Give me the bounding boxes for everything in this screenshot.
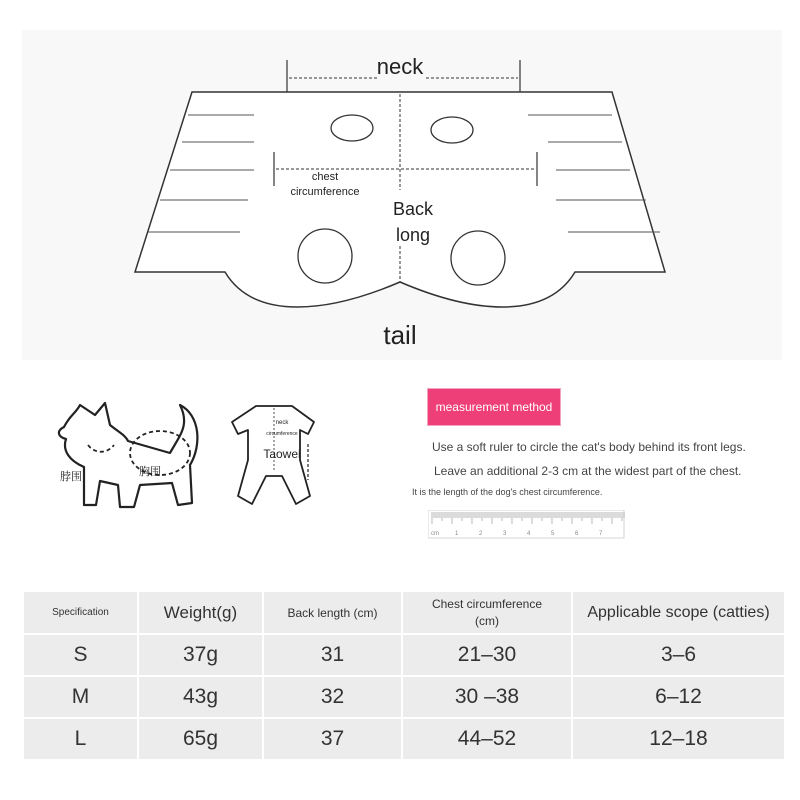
cell-chest: 21–30 [403,635,571,675]
ruler-number: 4 [527,531,531,537]
cell-weight: 37g [139,635,262,675]
cell-size: M [24,677,137,717]
cell-back-length: 32 [264,677,401,717]
rear-leg-hole-left [298,229,352,283]
size-specification-table [22,590,786,761]
header-specification: Specification [24,592,137,633]
pattern-chest-label [270,170,380,200]
header-chest-circumference [403,592,571,633]
front-leg-hole-left [331,115,373,141]
table-header-row [24,592,784,633]
cell-scope: 3–6 [573,635,784,675]
ruler-number: 6 [575,531,579,537]
header-back-length: Back length (cm) [264,592,401,633]
pattern-back-label [370,196,456,248]
cell-scope: 12–18 [573,719,784,759]
header-weight: Weight(g) [139,592,262,633]
cell-size: S [24,635,137,675]
ruler-unit-label: cm [431,531,439,537]
cell-weight: 43g [139,677,262,717]
rear-leg-hole-right [451,231,505,285]
cell-size: L [24,719,137,759]
ruler-number: 1 [455,531,459,537]
suit-chest-label: circumference [266,431,298,437]
measurement-method-badge: measurement method [428,389,560,425]
dog-silhouette-icon [50,395,210,520]
ruler-icon [428,510,628,540]
table-row [24,635,784,675]
front-leg-hole-right [431,117,473,143]
ruler-number: 5 [551,531,555,537]
cell-chest: 30 –38 [403,677,571,717]
suit-neck-label: neck [275,420,289,426]
pattern-chest-label-line2: circumference [290,186,360,198]
pattern-neck-label: neck [376,54,424,79]
ruler-number: 3 [503,531,507,537]
cell-weight: 65g [139,719,262,759]
header-applicable-scope: Applicable scope (catties) [573,592,784,633]
measurement-instruction-2: Leave an additional 2-3 cm at the widest part of the chest. [434,464,742,478]
pattern-back-label-line1: Back [392,199,434,219]
cell-back-length: 37 [264,719,401,759]
dog-neck-label: 脖围 [60,470,82,483]
header-chest-line1: Chest circumference [431,596,543,611]
ruler-number: 2 [479,531,483,537]
header-chest-line2: (cm) [475,613,499,628]
pattern-back-label-line2: long [395,225,431,245]
cell-scope: 6–12 [573,677,784,717]
ruler-number: 7 [599,531,603,537]
cell-back-length: 31 [264,635,401,675]
pattern-tail-label: tail [383,320,417,350]
table-row [24,677,784,717]
cell-chest: 44–52 [403,719,571,759]
measurement-instruction-3: It is the length of the dog's chest circumference. [412,487,603,497]
suit-tail-label: Taowei [263,447,301,461]
table-row [24,719,784,759]
pattern-chest-label-line1: chest [311,171,339,183]
dog-chest-label: 胸围 [139,465,161,478]
measurement-instruction-1: Use a soft ruler to circle the cat's body behind its front legs. [432,440,746,454]
